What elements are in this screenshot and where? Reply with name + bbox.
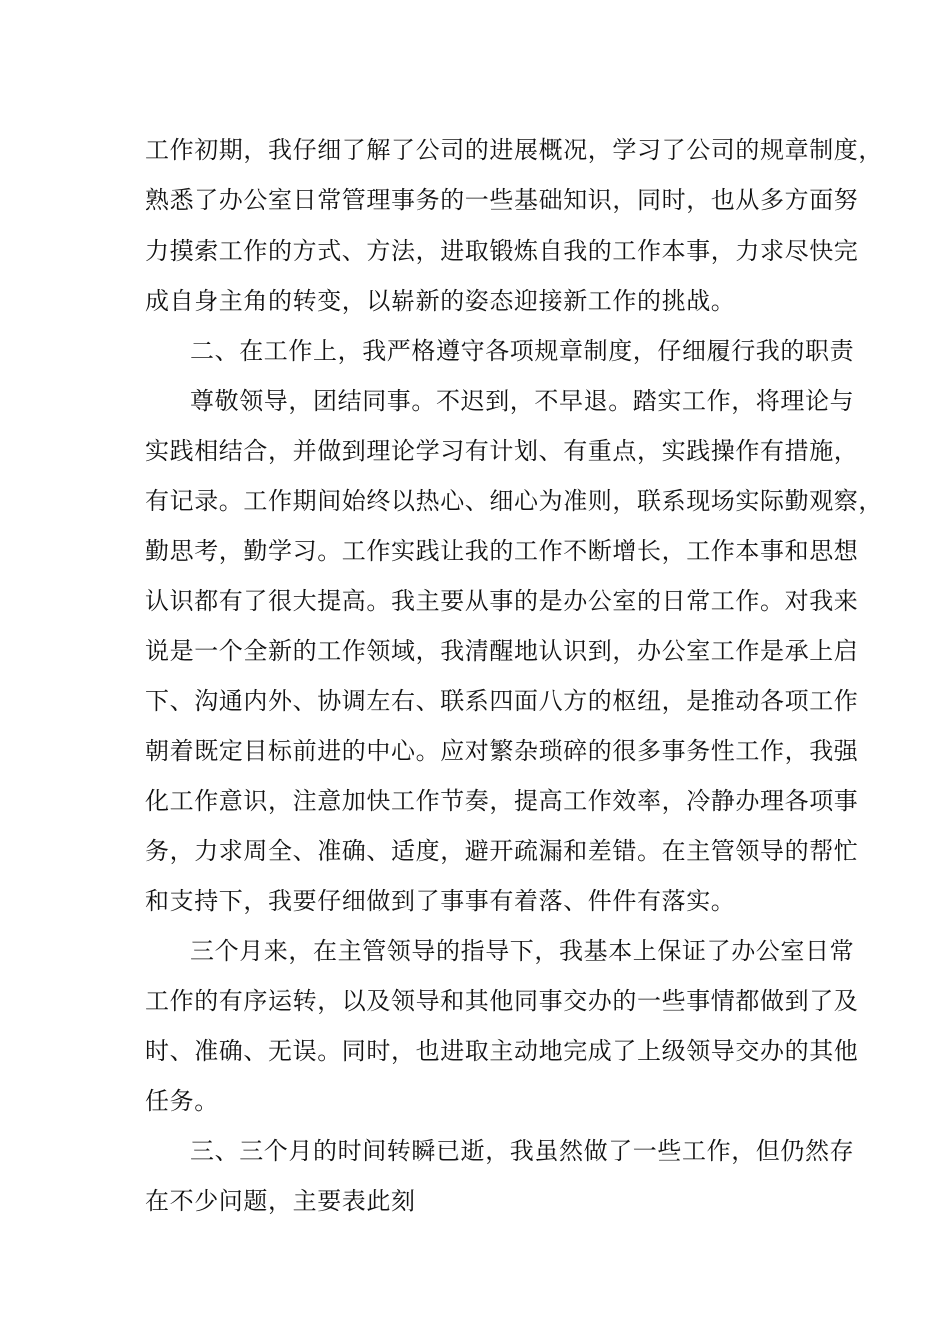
text-line: 务，力求周全、准确、适度，避开疏漏和差错。在主管领导的帮忙 <box>145 837 859 865</box>
text-line: 力摸索工作的方式、方法，进取锻炼自我的工作本事，力求尽快完 <box>145 237 859 265</box>
text-line: 熟悉了办公室日常管理事务的一些基础知识，同时，也从多方面努 <box>145 186 859 214</box>
text-line: 朝着既定目标前进的中心。应对繁杂琐碎的很多事务性工作，我强 <box>145 737 859 765</box>
text-line: 尊敬领导，团结同事。不迟到，不早退。踏实工作，将理论与 <box>190 387 855 415</box>
text-line: 时、准确、无误。同时，也进取主动地完成了上级领导交办的其他 <box>145 1037 859 1065</box>
text-line: 有记录。工作期间始终以热心、细心为准则，联系现场实际勤观察， <box>145 487 883 515</box>
text-line: 勤思考，勤学习。工作实践让我的工作不断增长，工作本事和思想 <box>145 537 859 565</box>
text-line: 工作的有序运转，以及领导和其他同事交办的一些事情都做到了及 <box>145 987 859 1015</box>
section-heading: 二、在工作上，我严格遵守各项规章制度，仔细履行我的职责 <box>190 337 855 365</box>
text-line: 实践相结合，并做到理论学习有计划、有重点，实践操作有措施， <box>145 437 859 465</box>
text-line: 成自身主角的转变，以崭新的姿态迎接新工作的挑战。 <box>145 287 736 315</box>
text-line: 三个月来，在主管领导的指导下，我基本上保证了办公室日常 <box>190 937 855 965</box>
text-line: 工作初期，我仔细了解了公司的进展概况，学习了公司的规章制度， <box>145 136 883 164</box>
text-line: 任务。 <box>145 1087 219 1115</box>
text-line: 下、沟通内外、协调左右、联系四面八方的枢纽，是推动各项工作 <box>145 687 859 715</box>
text-line: 说是一个全新的工作领域，我清醒地认识到，办公室工作是承上启 <box>145 637 859 665</box>
text-line: 和支持下，我要仔细做到了事事有着落、件件有落实。 <box>145 887 736 915</box>
text-line: 化工作意识，注意加快工作节奏，提高工作效率，冷静办理各项事 <box>145 787 859 815</box>
section-heading: 三、三个月的时间转瞬已逝，我虽然做了一些工作，但仍然存 <box>190 1137 855 1165</box>
text-line: 在不少问题，主要表此刻 <box>145 1187 416 1215</box>
text-line: 认识都有了很大提高。我主要从事的是办公室的日常工作。对我来 <box>145 587 859 615</box>
